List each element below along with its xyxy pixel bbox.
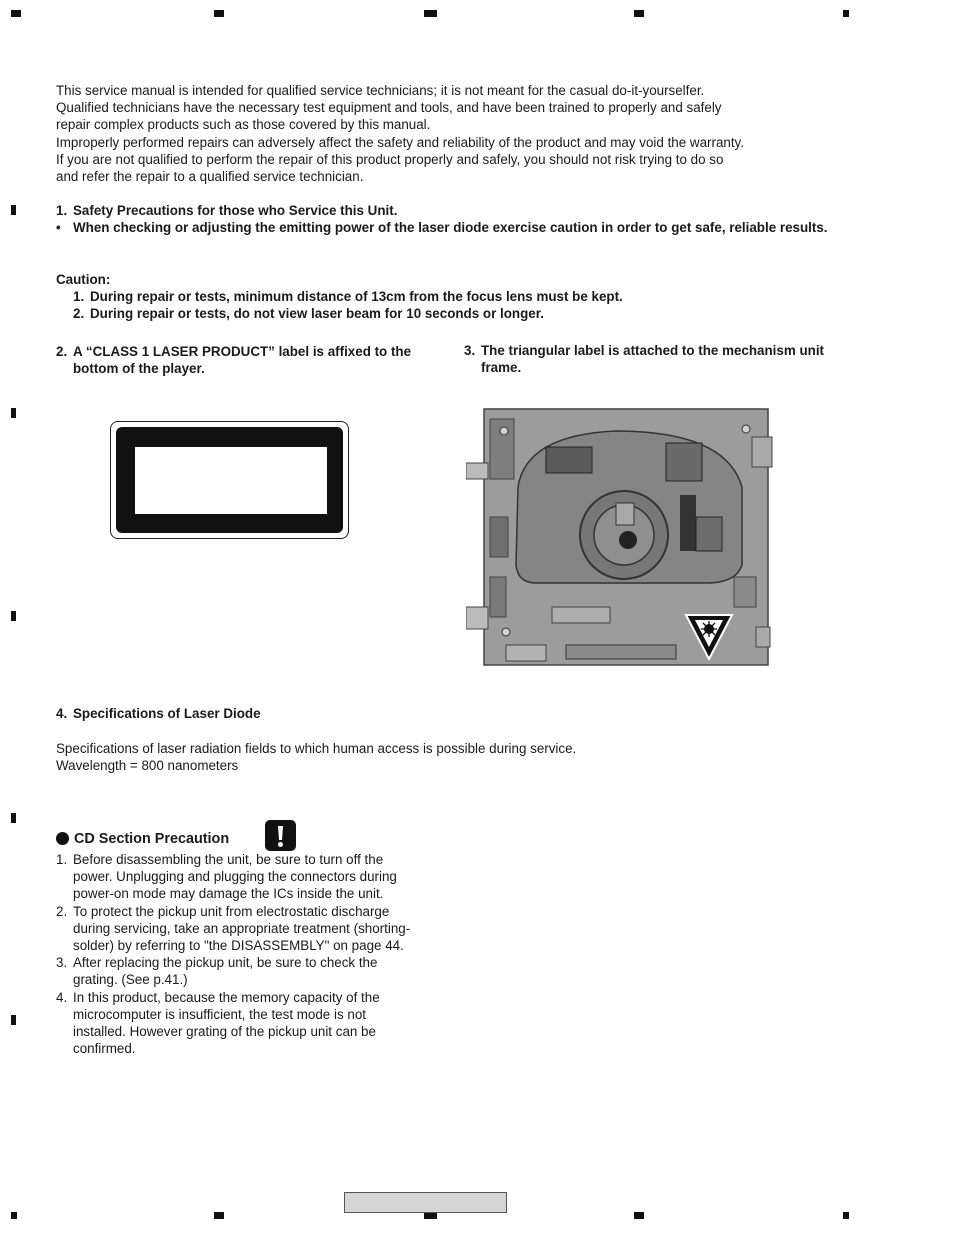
intro-line: Qualified technicians have the necessary test equipment and tools, and have been trained to properly and safely bbox=[56, 100, 722, 116]
bullet-dot-icon bbox=[56, 832, 69, 845]
label-border bbox=[116, 427, 343, 533]
cd-section-title: CD Section Precaution bbox=[56, 831, 229, 848]
section1-heading: 1. Safety Precautions for those who Service this Unit. bbox=[56, 203, 398, 218]
footer-page-box bbox=[344, 1192, 507, 1213]
section1-title: Safety Precautions for those who Service this Unit. bbox=[73, 203, 398, 218]
intro-line: If you are not qualified to perform the repair of this product properly and safely, you should not risk trying to do so bbox=[56, 151, 724, 167]
intro-line: Improperly performed repairs can adversely affect the safety and reliability of the product and may void the warranty. bbox=[56, 134, 744, 150]
registration-mark bbox=[214, 10, 224, 17]
registration-mark bbox=[634, 1212, 644, 1219]
label-text-area bbox=[135, 447, 327, 514]
section4-heading: 4. Specifications of Laser Diode bbox=[56, 706, 261, 721]
intro-line: and refer the repair to a qualified service technician. bbox=[56, 169, 364, 185]
registration-mark bbox=[11, 10, 21, 17]
registration-mark bbox=[843, 1212, 849, 1219]
bullet-mark: • bbox=[56, 220, 61, 235]
registration-mark bbox=[843, 10, 849, 17]
intro-line: This service manual is intended for qualified service technicians; it is not meant for the casual do-it-yourselfer. bbox=[56, 83, 705, 98]
list-item: 2. To protect the pickup unit from electrostatic discharge during servicing, take an appropriate treatment (shorting-solder) by referring to "the DISASSEMBLY" on page 44. bbox=[56, 903, 411, 954]
mechanism-unit-image bbox=[466, 407, 774, 669]
registration-mark bbox=[11, 1212, 17, 1219]
section2-text: 2. A “CLASS 1 LASER PRODUCT” label is affixed to the bottom of the player. bbox=[56, 344, 412, 377]
section4-line: Specifications of laser radiation fields to which human access is possible during service. bbox=[56, 741, 577, 756]
registration-mark bbox=[11, 1015, 16, 1025]
caution-item: 1. During repair or tests, minimum distance of 13cm from the focus lens must be kept. bbox=[73, 289, 623, 304]
registration-mark bbox=[424, 1212, 437, 1219]
class-1-laser-label bbox=[110, 421, 349, 539]
registration-mark bbox=[11, 408, 16, 418]
section4-title: Specifications of Laser Diode bbox=[73, 706, 261, 721]
section3-text: 3. The triangular label is attached to the mechanism unit frame. bbox=[464, 343, 825, 376]
caution-item: 2. During repair or tests, do not view laser beam for 10 seconds or longer. bbox=[73, 306, 544, 321]
registration-mark bbox=[634, 10, 644, 17]
list-item: 3. After replacing the pickup unit, be sure to check the grating. (See p.41.) bbox=[56, 955, 378, 988]
section4-line: Wavelength = 800 nanometers bbox=[56, 758, 239, 773]
intro-paragraph bbox=[56, 82, 836, 185]
registration-mark bbox=[11, 205, 16, 215]
section1-bullet bbox=[56, 219, 837, 236]
list-item: 1. Before disassembling the unit, be sure to turn off the power. Unplugging and plugging the connectors during power-on mode may damage the ICs inside the unit. bbox=[56, 852, 397, 902]
registration-mark bbox=[214, 1212, 224, 1219]
registration-mark bbox=[11, 813, 16, 823]
registration-mark bbox=[424, 10, 437, 17]
cd-precaution-list bbox=[56, 851, 421, 1057]
section1-bullet-text: When checking or adjusting the emitting power of the laser diode exercise caution in order to get safe, reliable results. bbox=[73, 220, 828, 235]
intro-line: repair complex products such as those covered by this manual. bbox=[56, 117, 431, 133]
exclamation-icon bbox=[265, 820, 296, 851]
caution-title: Caution: bbox=[56, 272, 111, 287]
registration-mark bbox=[11, 611, 16, 621]
list-item: 4. In this product, because the memory capacity of the microcomputer is insufficient, the test mode is not installed. However grating of the pickup unit can be confirmed. bbox=[56, 989, 380, 1057]
